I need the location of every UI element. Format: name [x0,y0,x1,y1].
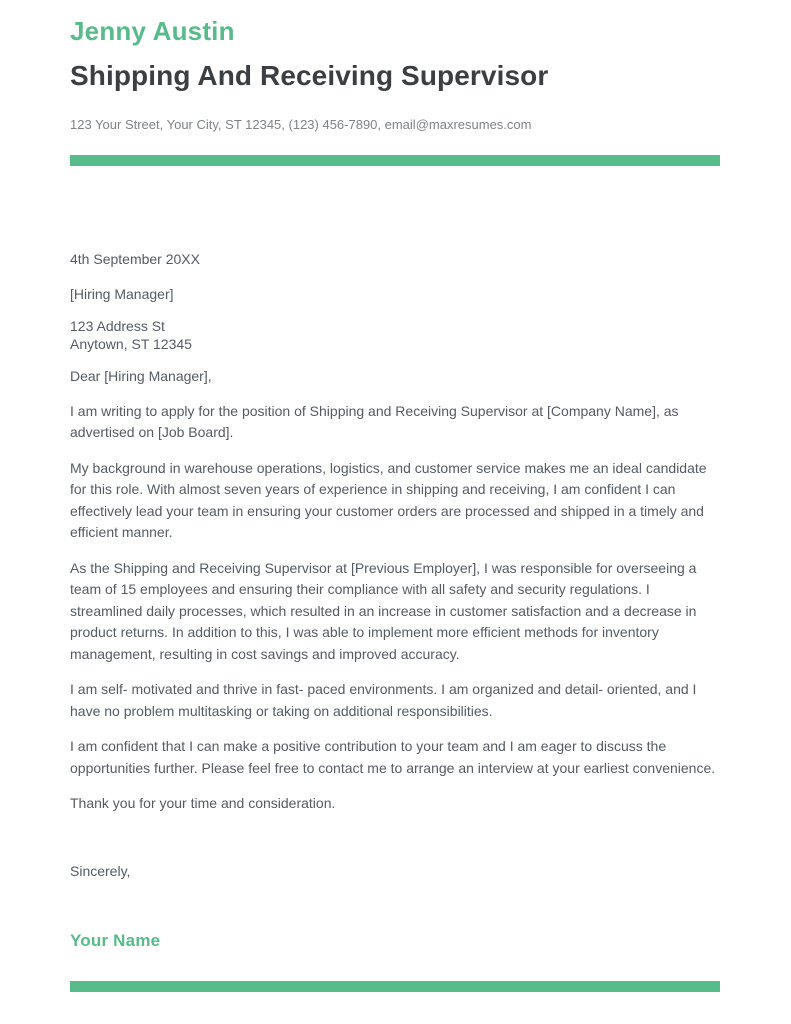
footer-accent-bar [70,981,720,992]
letter-recipient: [Hiring Manager] [70,285,174,302]
signature-name: Your Name [70,931,161,950]
letter-body [70,249,720,951]
header-accent-bar [70,155,720,166]
letter-paragraph: I am confident that I can make a positive contribution to your team and I am eager to discuss the opportunities further. Please feel free to contact me to arrange an interview at your earliest convenience. [70,738,716,776]
letter-closing-line: Thank you for your time and consideration. [70,795,336,811]
recipient-address [70,318,720,353]
letter-paragraph: My background in warehouse operations, logistics, and customer service makes me an ideal candidate for this role. With almost seven years of experience in shipping and receiving, I am confident I can effectively lead your team in ensuring your customer orders are processed and shipped in a timely and efficient manner. [70,459,707,540]
address-line-2: Anytown, ST 12345 [70,335,192,352]
letter-header [70,16,720,166]
letter-date: 4th September 20XX [70,251,200,267]
contact-line: 123 Your Street, Your City, ST 12345, (123) 456-7890, email@maxresumes.com [70,117,532,132]
person-name: Jenny Austin [70,16,235,46]
job-title: Shipping And Receiving Supervisor [70,60,549,91]
letter-paragraph: I am writing to apply for the position of Shipping and Receiving Supervisor at [Company Name], as advertised on [Job Board]. [70,402,679,440]
letter-paragraph: I am self- motivated and thrive in fast- paced environments. I am organized and detail- oriented, and I have no problem multitasking or taking on additional responsibilities. [70,681,697,719]
letter-paragraph: As the Shipping and Receiving Supervisor at [Previous Employer], I was responsible for overseeing a team of 15 employees and ensuring their compliance with all safety and security regulations. I streamlined daily processes, which resulted in an increase in customer satisfaction and a decrease in product returns. In addition to this, I was able to implement more efficient methods for inventory management, resulting in cost savings and improved accuracy. [70,559,697,662]
sign-off: Sincerely, [70,862,131,879]
salutation: Dear [Hiring Manager], [70,368,212,384]
address-line-1: 123 Address St [70,318,165,334]
